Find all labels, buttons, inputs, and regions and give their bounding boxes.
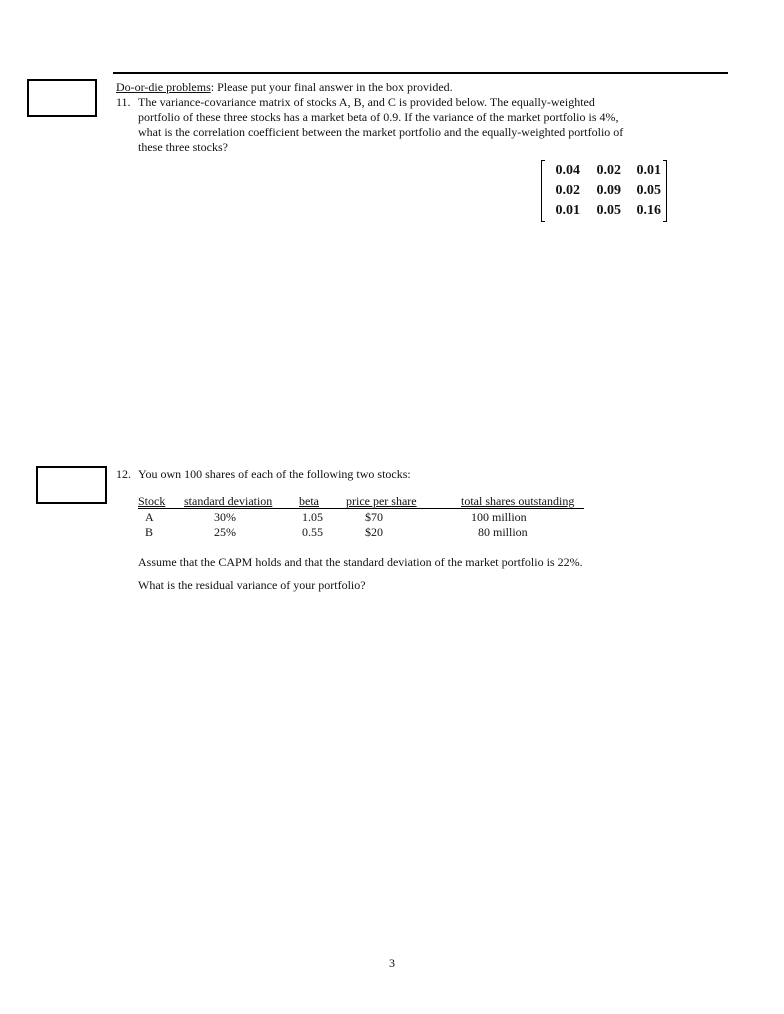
matrix-cell: 0.05 (636, 183, 661, 198)
section-heading-title: Do-or-die problems (116, 80, 211, 94)
q12-intro: You own 100 shares of each of the following two stocks: (138, 467, 411, 481)
table-cell: 0.55 (302, 525, 323, 539)
table-cell: $70 (365, 510, 383, 524)
q11-text-line-1: The variance-covariance matrix of stocks A, B, and C is provided below. The equally-weighted (138, 95, 595, 109)
q12-assumption: Assume that the CAPM holds and that the standard deviation of the market portfolio is 22%. (138, 555, 583, 569)
q11-text-line-3: what is the correlation coefficient between the market portfolio and the equally-weighted portfolio of (138, 125, 624, 139)
answer-box-q11[interactable] (27, 79, 97, 117)
table-cell: B (145, 525, 154, 539)
table-cell: 100 million (471, 510, 527, 524)
table-cell: 80 million (478, 525, 528, 539)
top-rule (113, 72, 728, 74)
matrix-cell: 0.09 (596, 183, 621, 198)
table-header-std-dev: standard deviation (184, 494, 273, 508)
q12-question: What is the residual variance of your portfolio? (138, 578, 366, 592)
matrix-cell: 0.04 (555, 163, 580, 178)
section-heading (116, 80, 453, 95)
page-number: 3 (389, 956, 395, 970)
covariance-matrix (541, 160, 667, 222)
table-header-price: price per share (346, 494, 417, 508)
answer-box-q12[interactable] (36, 466, 107, 504)
matrix-cell: 0.02 (596, 163, 621, 178)
matrix-cell: 0.16 (636, 203, 661, 218)
table-cell: 30% (214, 510, 236, 524)
table-cell: A (145, 510, 154, 524)
matrix-cell: 0.01 (636, 163, 661, 178)
matrix-left-bracket (541, 160, 545, 222)
table-header-shares-outstanding: total shares outstanding (461, 494, 575, 508)
matrix-cell: 0.02 (555, 183, 580, 198)
q12-number: 12. (116, 467, 131, 481)
table-header-stock: Stock (138, 494, 166, 508)
table-cell: $20 (365, 525, 383, 539)
table-cell: 1.05 (302, 510, 323, 524)
table-header-beta: beta (299, 494, 319, 508)
matrix-cell: 0.01 (555, 203, 580, 218)
matrix-right-bracket (663, 160, 667, 222)
section-heading-instruction: : Please put your final answer in the box provided. (210, 80, 453, 94)
q11-number: 11. (116, 95, 131, 109)
table-header-rule (138, 508, 584, 509)
q11-text-line-4: these three stocks? (138, 140, 228, 154)
matrix-cell: 0.05 (596, 203, 621, 218)
table-cell: 25% (214, 525, 236, 539)
q11-text-line-2: portfolio of these three stocks has a market beta of 0.9. If the variance of the market portfolio is 4%, (138, 110, 619, 124)
